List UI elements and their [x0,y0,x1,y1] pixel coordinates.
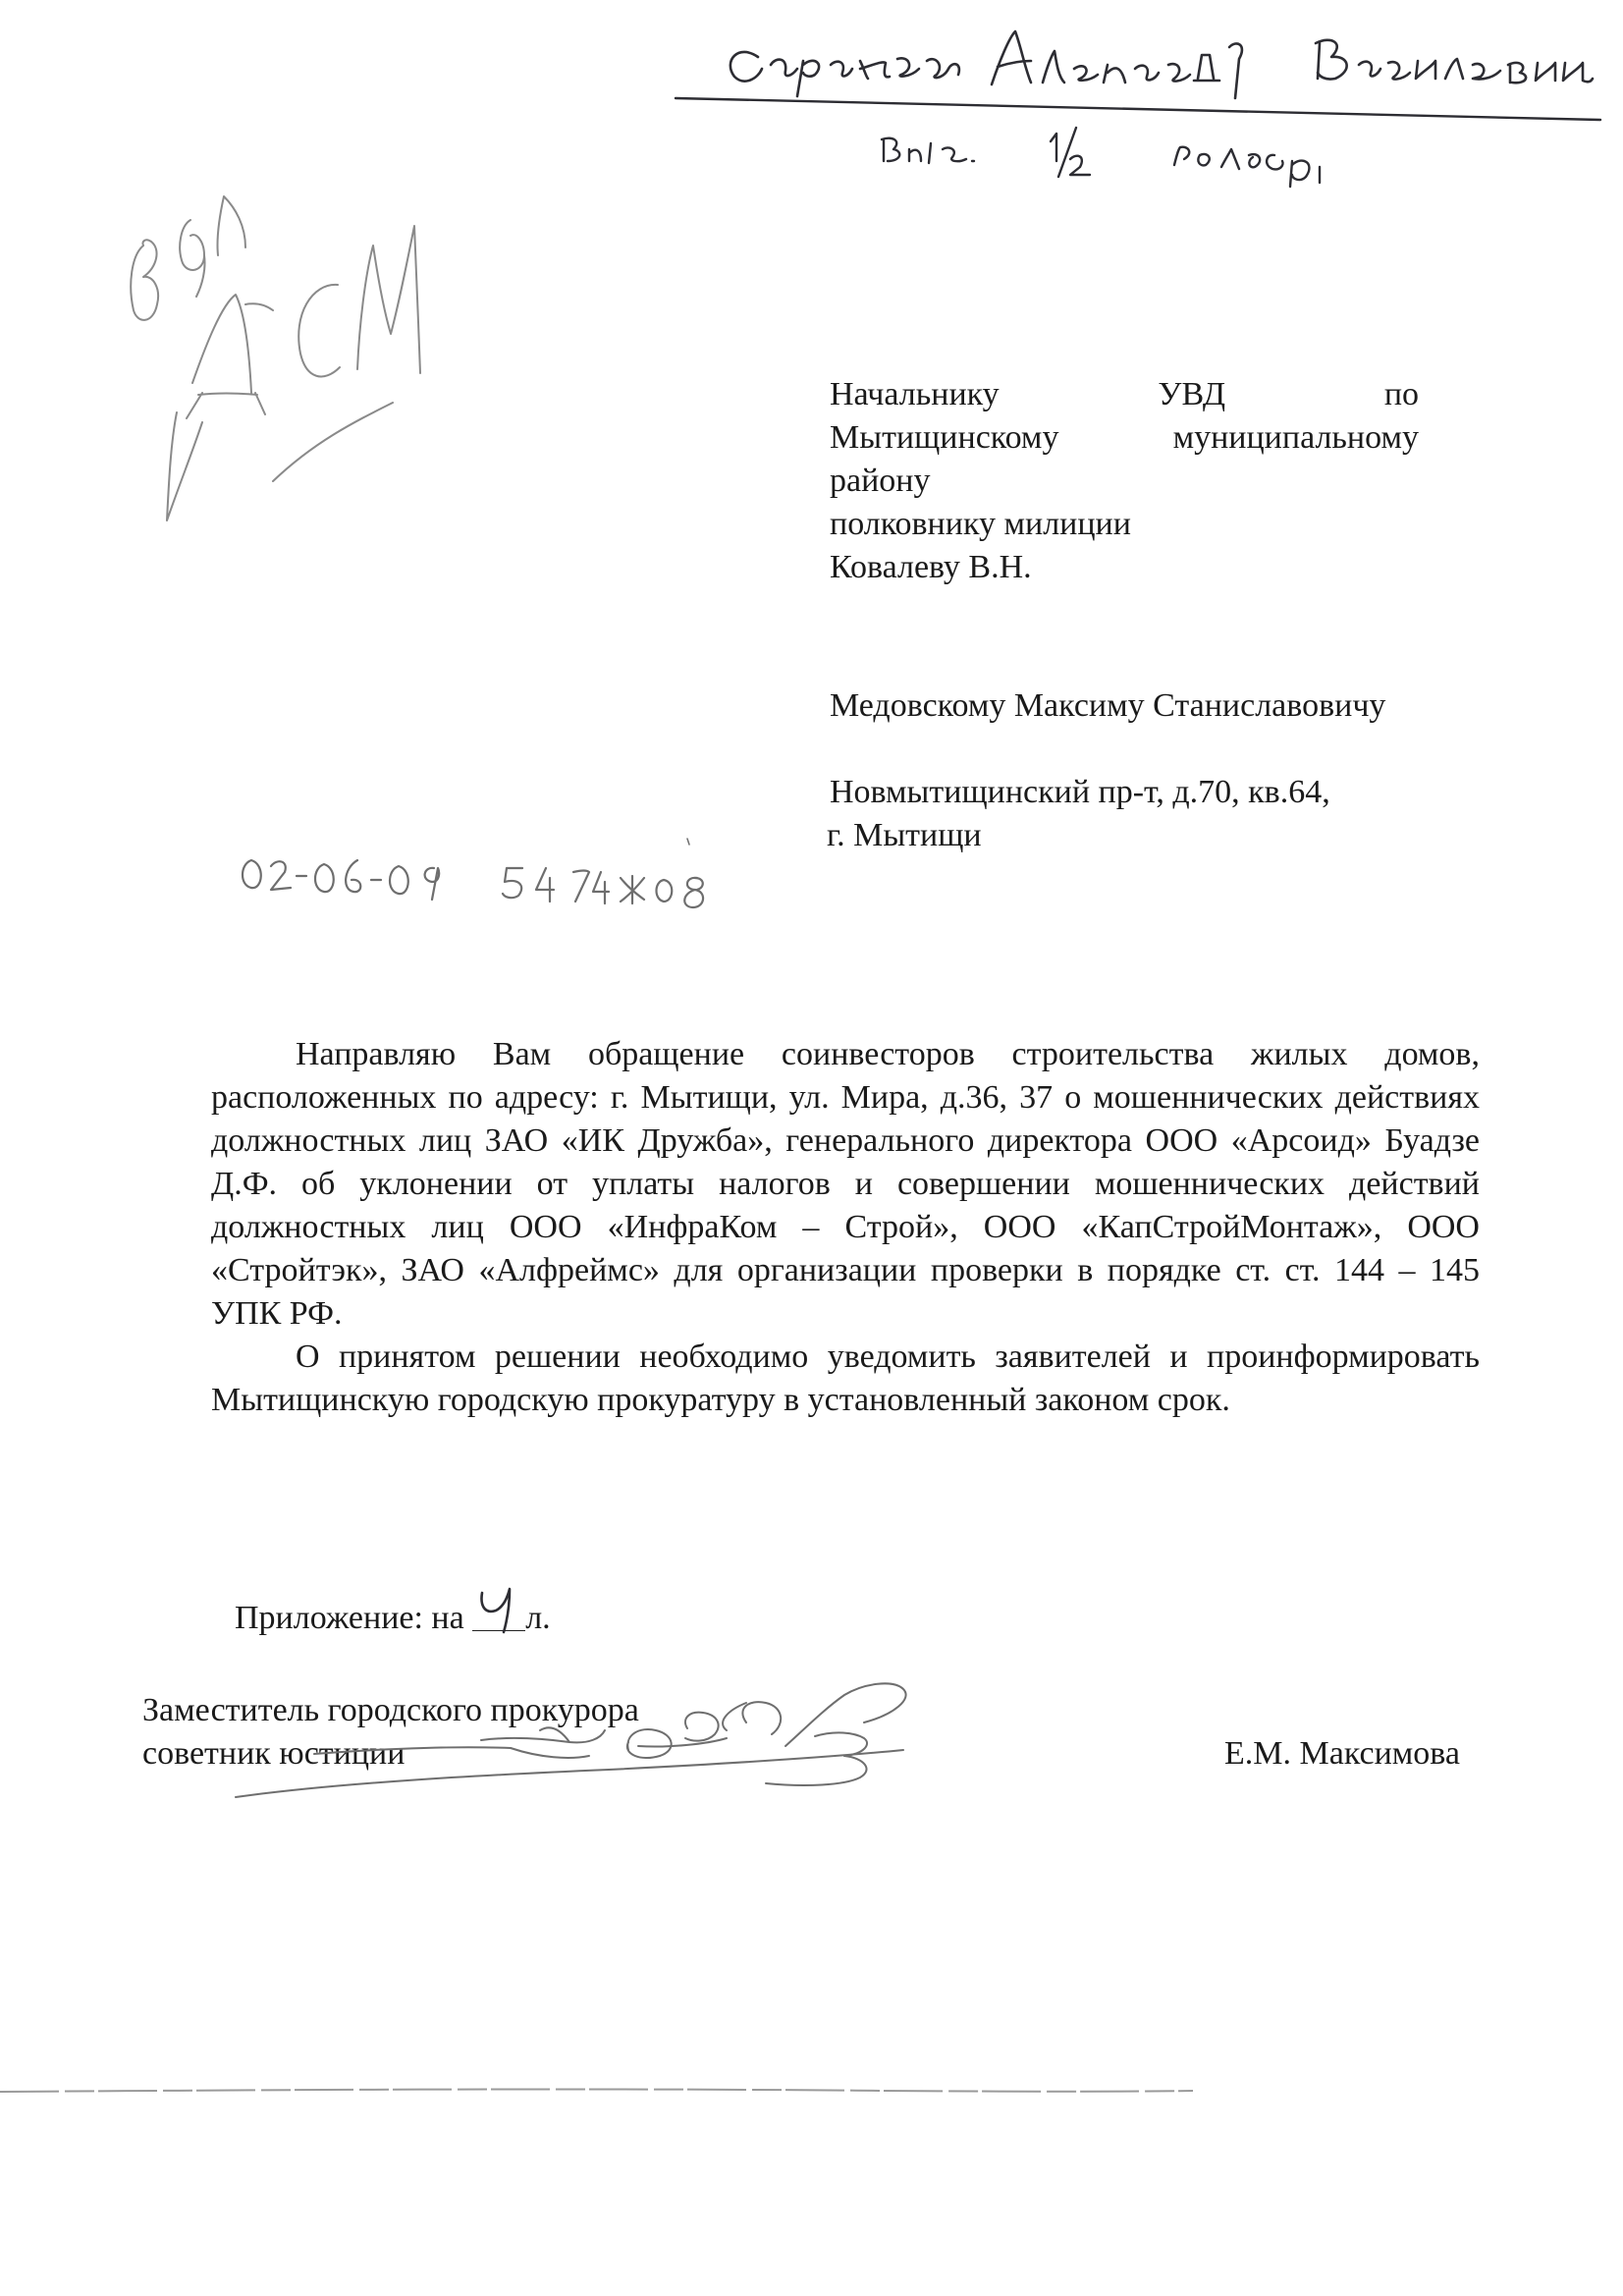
addressee-word: УВД [1158,376,1226,412]
attachment-count-handwritten [476,1585,523,1634]
recipient-address-line-2: г. Мытищи [827,817,982,853]
recipient-address-line-1: Новмытищинский пр-т, д.70, кв.64, [830,774,1330,810]
addressee-word: муниципальному [1172,419,1419,456]
scan-artifact-line [0,2082,1623,2102]
addressee-line-3: району [830,463,931,499]
body-paragraph-2: О принятом решении необходимо уведомить заявителей и проинформировать Мытищинскую городскую прокуратуру в установленный законом срок. [211,1339,1480,1418]
signatory-position-line-1: Заместитель городского прокурора [142,1692,639,1728]
attachment-line [218,1554,551,1640]
addressee-word: Мытищинскому [830,419,1059,456]
addressee-word: по [1383,376,1420,412]
handwritten-signature [216,1660,1001,1836]
registration-stamp [236,825,746,923]
recipient-name: Медовскому Максиму Станиславовичу [830,687,1386,724]
addressee-line-5: Ковалеву В.Н. [830,549,1032,585]
signatory-name: Е.М. Максимова [1224,1735,1460,1772]
attachment-blank [472,1601,525,1631]
addressee-line-2 [830,416,1419,460]
addressee-line-4: полковнику милиции [830,506,1131,542]
addressee-block [830,373,1419,589]
letter-body [211,1033,1480,1422]
pencil-resolution [108,187,481,550]
attachment-suffix: л. [525,1600,551,1636]
addressee-line-1 [830,373,1419,416]
addressee-word: Начальнику [830,376,1000,412]
body-paragraph-1: Направляю Вам обращение соинвесторов строительства жилых домов, расположенных по адресу: г. Мытищи, ул. Мира, д.36, 37 о мошеннических действиях должностных лиц ЗАО «ИК Дружба», генерального директора ООО «Арсоид» Буадзе Д.Ф. об уклонении от уплаты налогов и совершении мошеннических действий должностных лиц ООО «ИнфраКом – Строй», ООО «КапСтройМонтаж», ООО «Стройтэк», ЗАО «Алфреймс» для организации проверки в порядке ст. ст. 144 – 145 УПК РФ. [211,1036,1480,1332]
signatory-position-line-2: советник юстиции [142,1735,406,1772]
attachment-prefix: Приложение: на [235,1600,473,1636]
